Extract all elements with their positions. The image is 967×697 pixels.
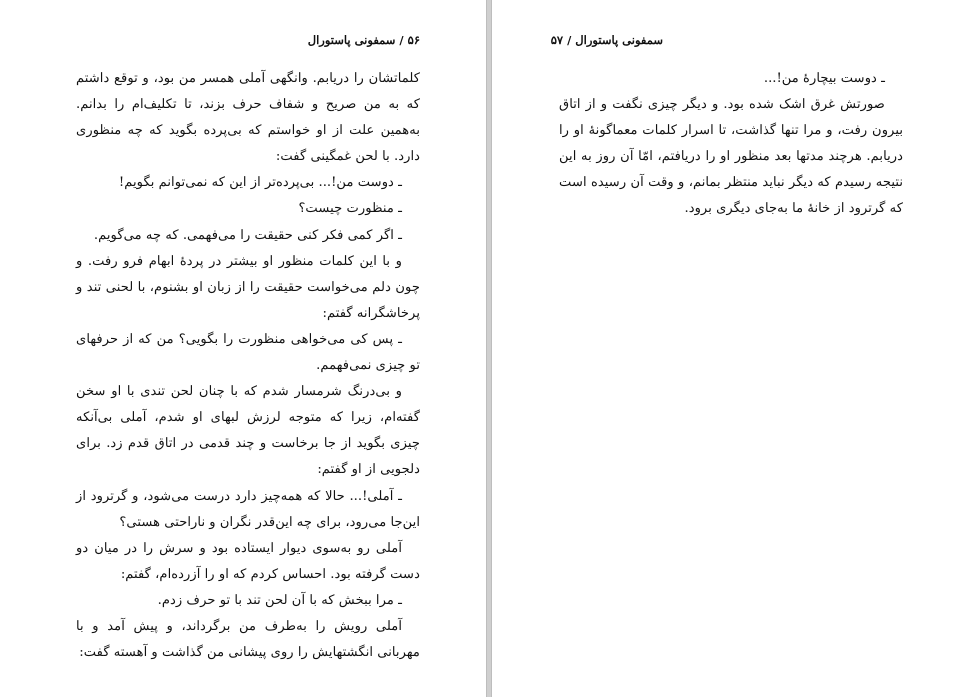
page-body-right xyxy=(559,66,903,223)
paragraph: صورتش غرق اشک شده بود. و دیگر چیزی نگفت و از اتاق بیرون رفت، و مرا تنها گذاشت، تا اسرار کلمات معماگونهٔ او را دریابم. هرچند مدتها بعد منظور او را دریافتم، امّا آن روز به این نتیجه رسیدم که دیگر نباید منتظر بمانم، و وقت آن رسیده است که گرترود از خانهٔ ما به‌جای دیگری برود. xyxy=(559,97,903,217)
paragraph: و بی‌درنگ شرمسار شدم که با چنان لحن تندی با او سخن گفته‌ام، زیرا که متوجه لرزش لبهای او شدم، آملی بی‌آنکه چیزی بگوید از جا برخاست و چند قدمی در اتاق قدم زد. برای دلجویی از او گفتم: xyxy=(76,384,420,478)
paragraph: کلماتشان را دریابم. وانگهی آملی همسر من بود، و توقع داشتم که به من صریح و شفاف حرف بزند، تا تکلیف‌ام را بدانم. به‌همین علت از او خواستم که بی‌پرده بگوید که چه منظوری دارد. با لحن غمگینی گفت: xyxy=(76,71,420,165)
paragraph: آملی رویش را به‌طرف من برگرداند، و پیش آمد و با مهربانی انگشتهایش را روی پیشانی من گذاشت و آهسته گفت: xyxy=(76,618,420,661)
dialogue-line: ـ دوست من!... بی‌پرده‌تر از این که نمی‌توانم بگویم! xyxy=(118,175,402,191)
paragraph: آملی رو به‌سوی دیوار ایستاده بود و سرش را در میان دو دست گرفته بود. احساس کردم که او را آزرده‌ام، گفتم: xyxy=(76,540,420,582)
page-57 xyxy=(492,0,967,697)
dialogue-line: ـ آملی!... حالا که همه‌چیز دارد درست می‌شود، و گرترود از این‌جا می‌رود، برای چه این‌قدر نگران و ناراحتی هستی؟ xyxy=(76,488,420,530)
paragraph: و با این کلمات منظور او بیشتر در پردهٔ ابهام فرو رفت. و چون دلم می‌خواست حقیقت را از زبان او بشنوم، با لحنی تند و پرخاشگرانه گفتم: xyxy=(76,253,420,321)
dialogue-line: ـ پس کی می‌خواهی منظورت را بگویی؟ من که از حرفهای تو چیزی نمی‌فهمم. xyxy=(76,331,420,374)
dialogue-line: ـ منظورت چیست؟ xyxy=(298,201,402,217)
page-body-left xyxy=(76,66,420,666)
dialogue-line: ـ دوست بیچارهٔ من!... xyxy=(763,71,885,86)
running-head-left: ۵۶ / سمفونی پاستورال xyxy=(307,33,420,47)
dialogue-line: ـ اگر کمی فکر کنی حقیقت را می‌فهمی. که چه می‌گویم. xyxy=(93,227,402,243)
running-head-right: سمفونی پاستورال / ۵۷ xyxy=(550,33,663,47)
dialogue-line: ـ مرا ببخش که با آن لحن تند با تو حرف زدم. xyxy=(157,592,402,608)
